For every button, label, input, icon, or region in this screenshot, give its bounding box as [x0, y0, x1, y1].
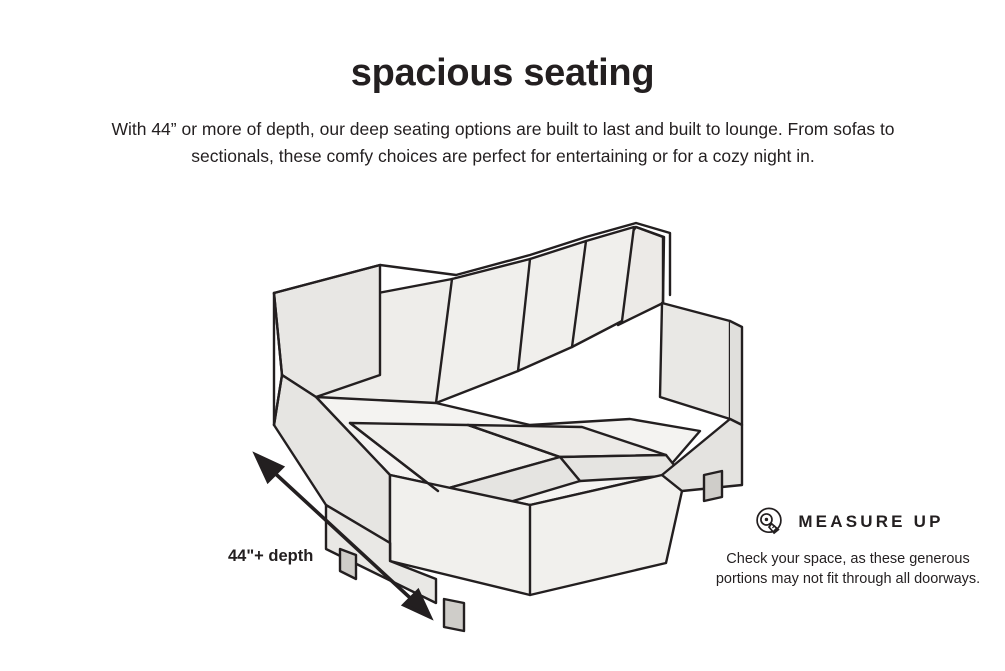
measure-up-heading — [713, 505, 983, 539]
sofa-illustration — [230, 175, 790, 635]
description-text: With 44” or more of depth, our deep seating options are built to last and built to lounge. From sofas to sectionals, these comfy choices are perfect for entertaining or for a cozy night in. — [111, 119, 895, 166]
measure-up-callout — [713, 505, 983, 589]
measure-up-note: Check your space, as these generous portions may not fit through all doorways. — [715, 551, 981, 587]
measure-up-title: MEASURE UP — [798, 512, 944, 531]
tape-measure-icon — [752, 505, 786, 539]
page-title: spacious seating — [350, 52, 655, 94]
depth-dimension-label: 44"+ depth — [228, 547, 314, 565]
